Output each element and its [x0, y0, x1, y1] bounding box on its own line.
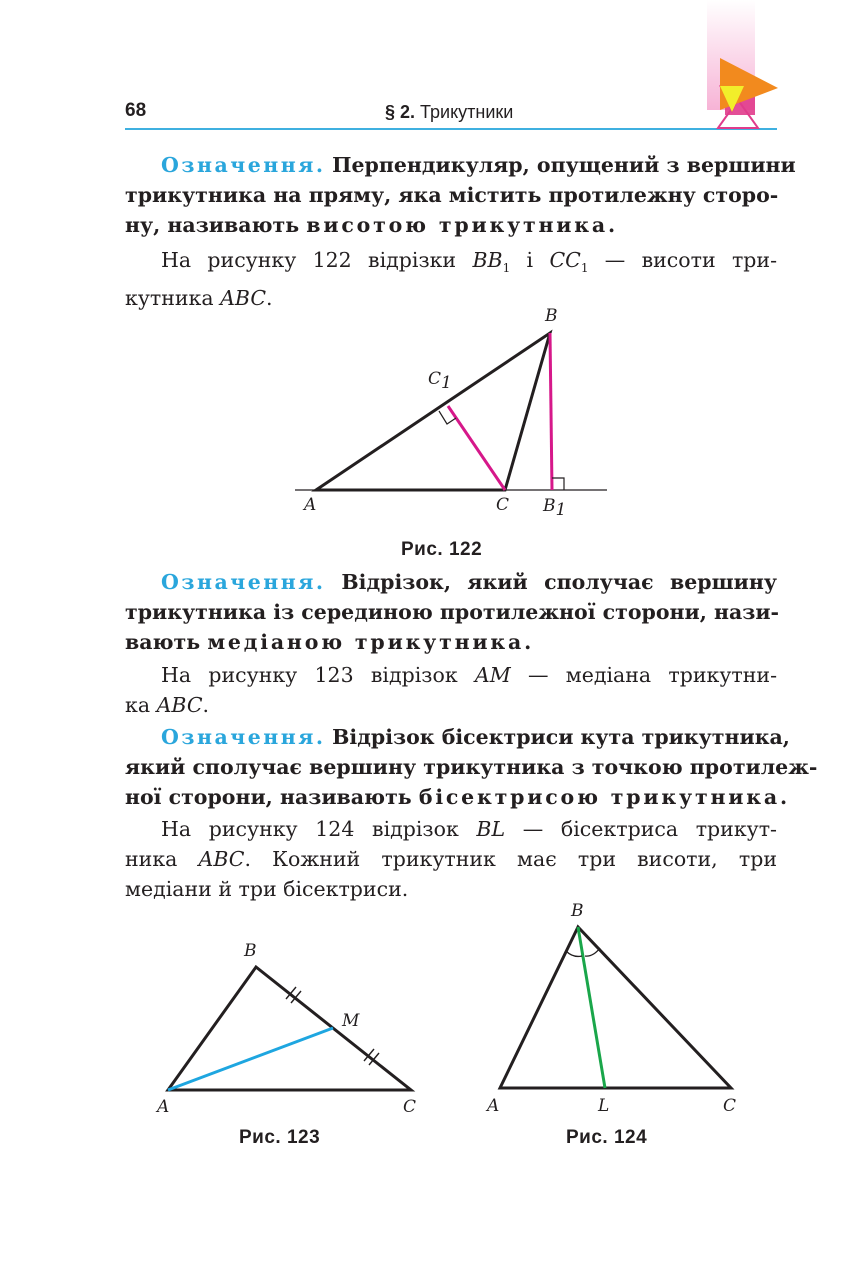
definition-text: . — [608, 213, 616, 237]
label-a: A — [487, 1096, 500, 1116]
definition-text: вають — [125, 630, 201, 654]
paragraph-median: На рисунку 123 відрізок AM — медіана трикутни- ка ABC. — [125, 663, 777, 717]
definition-text: трикутника із серединою протилежної сторони, нази- — [125, 600, 780, 624]
paragraph-altitudes: На рисунку 122 відрізки $BB_1$ і $CC_1$ — висоти три- кутника ABC. — [125, 248, 777, 311]
text: На рисунку 123 відрізок — [161, 663, 458, 687]
label-c: C — [723, 1096, 737, 1116]
definition-text: ну, називають — [125, 213, 300, 237]
figure-caption: Рис. 122 — [401, 539, 483, 560]
figure-caption: Рис. 124 — [566, 1127, 648, 1148]
definition-text: який сполучає вершину трикутника з точкою протилеж- — [125, 755, 818, 779]
segment: BL — [476, 817, 506, 841]
label-c: C — [403, 1097, 417, 1117]
text: — висоти три- — [604, 248, 777, 272]
page-number: 68 — [125, 100, 147, 121]
text: ника — [125, 847, 178, 871]
section-title: Трикутники — [420, 102, 514, 122]
label-c1: C1 — [428, 369, 452, 393]
text: кутника — [125, 286, 214, 311]
triangle-name: ABC — [156, 693, 203, 717]
text: — бісектриса трикут- — [522, 817, 777, 841]
definition-label: Означення. — [161, 153, 326, 177]
segment: AM — [474, 663, 511, 687]
text: На рисунку 122 відрізки — [161, 248, 457, 272]
segment: $CC_1$ — [549, 248, 589, 276]
label-b1: B1 — [543, 496, 567, 520]
label-a: A — [304, 495, 317, 515]
definition-text: . — [524, 630, 532, 654]
segment: $BB_1$ — [472, 248, 511, 276]
definition-text: . — [779, 785, 788, 809]
text: медіани й три бісектриси. — [125, 877, 409, 901]
definition-label: Означення. — [161, 725, 326, 749]
text: і — [526, 248, 534, 272]
triangle-name: ABC — [198, 847, 245, 871]
definition-label: Означення. — [161, 570, 326, 594]
defined-term: медіаною трикутника — [207, 630, 525, 654]
definition-text: трикутника на пряму, яка містить протилежну сторо- — [125, 183, 779, 207]
label-b: B — [244, 941, 257, 961]
section-symbol: § 2. — [385, 102, 416, 122]
text: — медіана трикутни- — [528, 663, 777, 687]
label-c: C — [496, 495, 510, 515]
text: ка — [125, 693, 151, 717]
defined-term: висотою трикутника — [306, 213, 608, 237]
label-m: M — [342, 1011, 360, 1031]
triangle-name: ABC — [220, 286, 267, 311]
label-b: B — [571, 901, 584, 921]
definition-text: Відрізок, який сполучає вершину — [341, 570, 777, 594]
definition-text: ної сторони, називають — [125, 785, 412, 809]
definition-text: Відрізок бісектриси кута трикутника, — [332, 725, 790, 749]
triangle-abc — [500, 927, 731, 1088]
label-a: A — [157, 1097, 170, 1117]
definition-text: Перпендикуляр, опущений з вершини — [332, 153, 796, 177]
paragraph-bisector: На рисунку 124 відрізок BL — бісектриса трикут- ника ABC. Кожний трикутник має три висоти, три медіани й три бісектриси. — [125, 814, 777, 904]
figure-caption: Рис. 123 — [239, 1127, 321, 1148]
angle-arc — [566, 951, 582, 956]
label-b: B — [545, 306, 558, 326]
label-l: L — [598, 1096, 610, 1116]
defined-term: бісектрисою трикутника — [418, 785, 780, 809]
text: На рисунку 124 відрізок — [161, 817, 459, 841]
